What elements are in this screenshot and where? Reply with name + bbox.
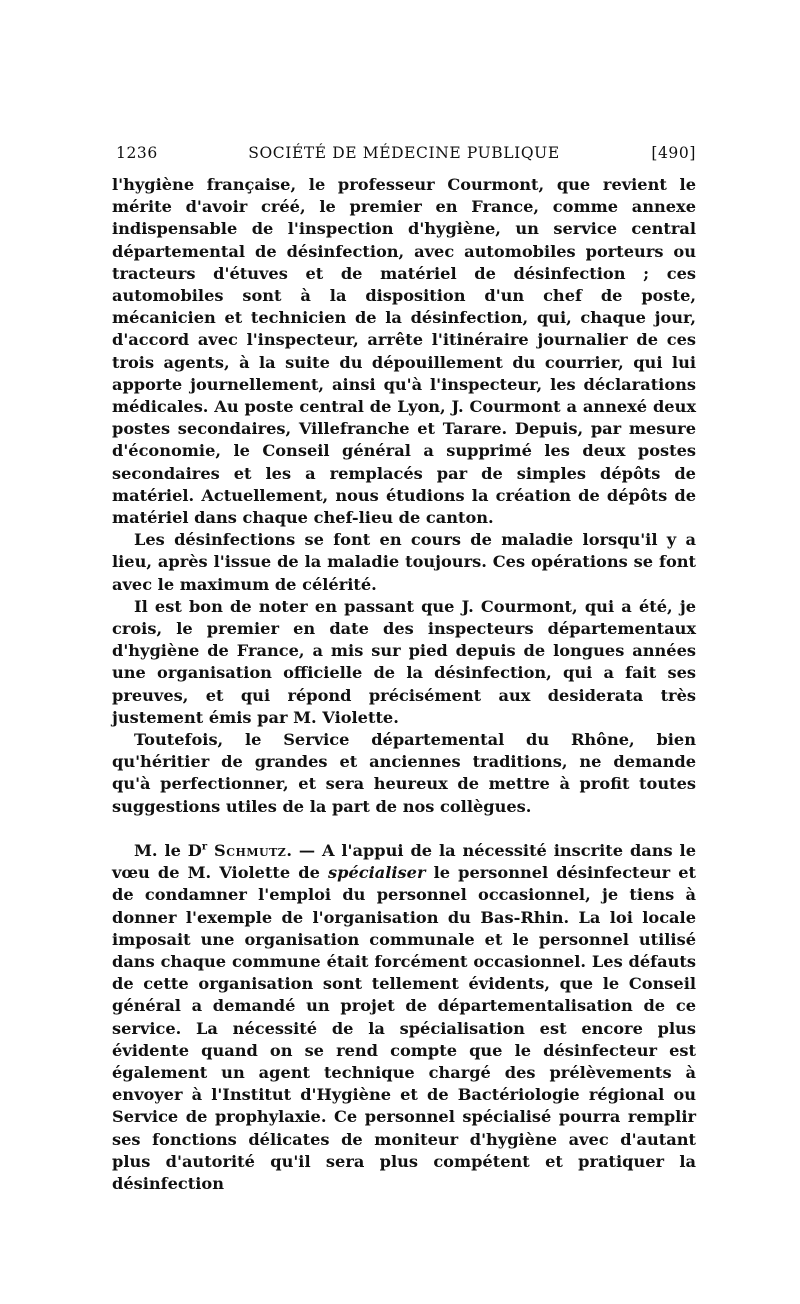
paragraph-courmont-organisation: Il est bon de noter en passant que J. Courmont, qui a été, je crois, le premier en date des inspecteurs départementaux d'hygiène de France, a mis sur pied depuis de longues années une organisation officielle de la désinfection, qui a fait ses preuves, et qui répond précisément aux desiderata très justement émis par M. Violette. [112, 596, 696, 727]
running-title: SOCIÉTÉ DE MÉDECINE PUBLIQUE [248, 144, 560, 162]
paragraph-schmutz-intervention [112, 840, 696, 1195]
running-header [112, 140, 696, 166]
paragraph-continuation: l'hygiène française, le professeur Courmont, que revient le mérite d'avoir créé, le premier en France, comme annexe indispensable de l'inspection d'hygiène, un service central départemental de désinfection, avec automobiles porteurs ou tracteurs d'étuves et de matériel de désinfection ; ces automobiles sont à la disposition d'un chef de poste, mécanicien et technicien de la désinfection, qui, chaque jour, d'accord avec l'inspecteur, arrête l'itinéraire journalier de ces trois agents, à la suite du dépouillement du courrier, qui lui apporte journellement, ainsi qu'à l'inspecteur, les déclarations médicales. Au poste central de Lyon, J. Courmont a annexé deux postes secondaires, Villefranche et Tarare. Depuis, par mesure d'économie, le Conseil général a supprimé les deux postes secondaires et les a remplacés par de simples dépôts de matériel. Actuellement, nous étudions la création de dépôts de matériel dans chaque chef-lieu de canton. [112, 175, 696, 528]
speech-intro: . — A l'appui de la nécessité inscrite dans le vœu de M. Violette de [112, 840, 697, 883]
folio-number: [490] [651, 144, 696, 162]
paragraph-service-rhone: Toutefois, le Service départemental du Rhône, bien qu'héritier de grandes et anciennes traditions, ne demande qu'à perfectionner, et sera heureux de mettre à profit toutes suggestions utiles de la part de nos collègues. [112, 730, 696, 816]
speaker-prefix: M. le D [134, 840, 202, 860]
page-number: 1236 [116, 144, 158, 162]
speech-emphasis: spécialiser [328, 863, 426, 883]
speaker-title-superscript: r [201, 841, 208, 853]
speaker-name: Schmutz [214, 840, 287, 860]
paragraph-disinfection-timing: Les désinfections se font en cours de maladie lorsqu'il y a lieu, après l'issue de la maladie toujours. Ces opérations se font avec le maximum de célérité. [112, 530, 696, 594]
body-text [112, 174, 696, 1195]
speech-body: le personnel désinfecteur et de condamner l'emploi du personnel occasionnel, je tiens à donner l'exemple de l'organisation du Bas-Rhin. La loi locale imposait une organisation communale et le personnel utilisé dans chaque commune était forcément occasionnel. Les défauts de cette organisation sont tellement évidents, que le Conseil général a demandé un projet de départementalisation de ce service. La nécessité de la spécialisation est encore plus évidente quand on se rend compte que le désinfecteur est également un agent technique chargé des prélèvements à envoyer à l'Institut d'Hygiène et de Bactériologie régional ou Service de prophylaxie. Ce personnel spécialisé pourra remplir ses fonctions délicates de moniteur d'hygiène avec d'autant plus d'autorité qu'il sera plus compétent et pratiquer la désinfection [112, 863, 697, 1193]
document-page [112, 140, 696, 1195]
